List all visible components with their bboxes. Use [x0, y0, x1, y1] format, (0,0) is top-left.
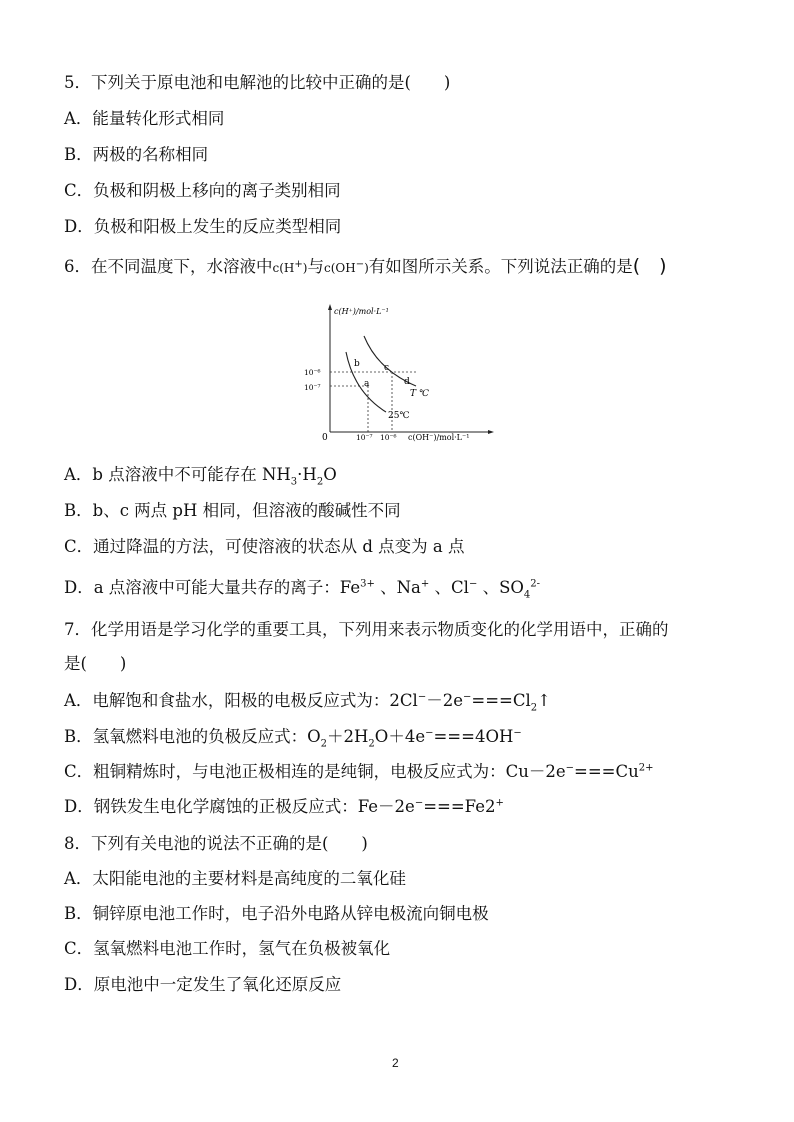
q6-stem: 6．在不同温度下，水溶液中c(H+)与c(OH−)有如图所示关系。下列说法正确的是( ) — [64, 255, 667, 277]
point-d: d — [404, 377, 410, 387]
curve-25c-label: 25℃ — [388, 411, 410, 421]
graph-xtick-1e-6: 10⁻⁶ — [380, 433, 397, 442]
graph-xtick-1e-7: 10⁻⁷ — [356, 433, 373, 442]
q6-option-b: B．b、c 两点 pH 相同，但溶液的酸碱性不同 — [64, 501, 401, 520]
q7-option-d: D．钢铁发生电化学腐蚀的正极反应式：Fe－2e−===Fe2+ — [64, 797, 504, 816]
point-b: b — [354, 359, 360, 369]
q5-stem: 5．下列关于原电池和电解池的比较中正确的是( ) — [64, 73, 451, 92]
q6-option-a: A．b 点溶液中不可能存在 $NH_3\cdot H_2O$ — [64, 465, 337, 488]
q8-stem: 8．下列有关电池的说法不正确的是( ) — [64, 834, 368, 853]
q5-option-d: D．负极和阳极上发生的反应类型相同 — [64, 217, 342, 236]
point-a: a — [364, 379, 370, 389]
q8-option-b: B．铜锌原电池工作时，电子沿外电路从锌电极流向铜电极 — [64, 904, 489, 923]
q6-graph — [300, 300, 500, 450]
q8-option-a: A．太阳能电池的主要材料是高纯度的二氧化硅 — [64, 869, 406, 888]
graph-xlabel: c(OH⁻)/mol·L⁻¹ — [408, 433, 470, 442]
point-c: c — [384, 363, 390, 373]
graph-ylabel: c(H⁺)/mol·L⁻¹ — [334, 307, 389, 316]
q5-option-c: C．负极和阴极上移向的离子类别相同 — [64, 181, 341, 200]
q7-option-c: C．粗铜精炼时，与电池正极相连的是纯铜，电极反应式为：$Cu-2e^-===Cu^{2+}$ — [64, 762, 654, 781]
q7-stem-line2: 是( ) — [64, 654, 127, 673]
q7-option-a: A．电解饱和食盐水，阳极的电极反应式为：$2Cl^--2e^-===Cl_2↑$ — [64, 691, 551, 714]
graph-ytick-1e-7: 10⁻⁷ — [304, 383, 321, 392]
graph-origin: 0 — [322, 433, 328, 443]
q6-option-d: D．a 点溶液中可能大量共存的离子：$Fe^{3+}$ 、Na+ 、Cl− 、$SO_4^{2-}$ — [64, 578, 541, 601]
graph-ytick-1e-6: 10⁻⁶ — [304, 368, 321, 377]
q8-option-d: D．原电池中一定发生了氧化还原反应 — [64, 975, 342, 994]
page-number: 2 — [392, 1056, 399, 1070]
answer-bracket: ( ) — [632, 255, 667, 277]
q7-option-b: B．氢氧燃料电池的负极反应式：$O_2+2H_2O+4e^-===4OH^-$ — [64, 727, 522, 750]
q5-option-a: A．能量转化形式相同 — [64, 109, 225, 128]
curve-t-label: T ℃ — [410, 389, 429, 399]
q8-option-c: C．氢氧燃料电池工作时，氢气在负极被氧化 — [64, 939, 391, 958]
q5-option-b: B．两极的名称相同 — [64, 145, 209, 164]
q7-stem-line1: 7．化学用语是学习化学的重要工具，下列用来表示物质变化的化学用语中，正确的 — [64, 620, 669, 639]
q6-option-c: C．通过降温的方法，可使溶液的状态从 d 点变为 a 点 — [64, 537, 465, 556]
